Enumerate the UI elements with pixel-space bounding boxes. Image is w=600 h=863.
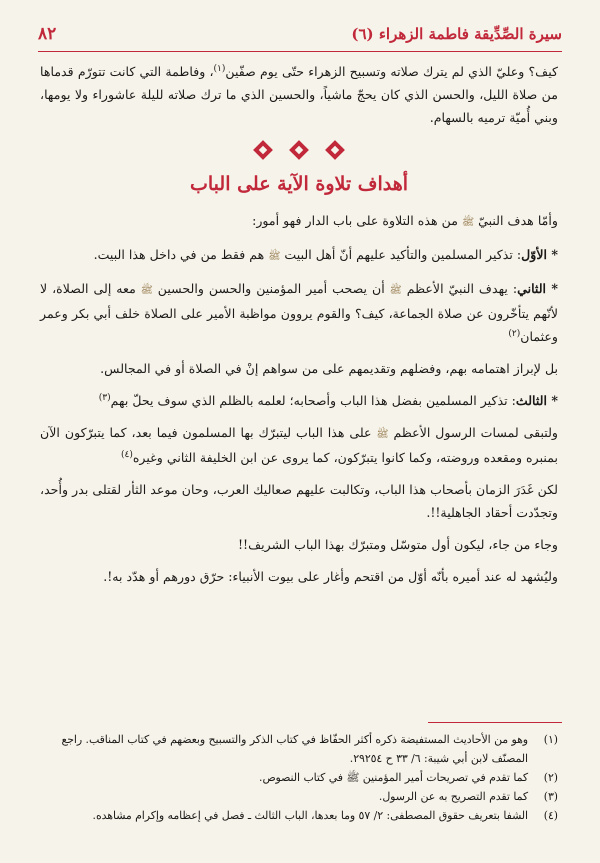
footnote-3: (٣) كما تقدم التصريح به عن الرسول.	[378, 790, 558, 803]
footnote-ref-3[interactable]: (٣)	[98, 392, 111, 403]
salawat-symbol: ﷺ	[376, 429, 389, 440]
footnote-1: (١) وهو من الأحاديث المستفيضة ذكره أكثر الحفّاظ في كتاب الذكر والتسبيح وبعضهم في كتاب المناقب. راجع المصنّف لابن أبي شيبة: ٦/ ٣٣ ح ٢٩٢٥٤.	[61, 733, 558, 765]
point-first: * الأوّل: تذكير المسلمين والتأكيد عليهم أنّ أهل البيت ﷺ هم فقط من في داخل هذا البيت.	[93, 247, 558, 262]
header-rule	[38, 51, 562, 52]
paragraph-1: كيف؟ وعليّ الذي لم يترك صلاته وتسبيح الزهراء حتّى يوم صفّين$^{(١)}$، وفاطمة التي كانت تتورّم قدماها من صلاة الليل، والحسن الذي كان يحجّ ماشياً، والحسين الذي ما ترك صلاته لليلة عاشوراء ولا يومها، وبني أُميّة ترميه بالسهام.	[40, 63, 558, 125]
header-title: سيرة الصِّدِّيقة فاطمة الزهراء (٦)	[351, 25, 562, 43]
main-text	[40, 60, 558, 597]
paragraph-4: ولتبقى لمسات الرسول الأعظم ﷺ على هذا الباب ليتبرّك بها المسلمون فيما بعد، كما يتبرّكون الآن بمنبره ومقعده وروضته، وكما كانوا يتبرّكون، كما يروى عن ابن الخليفة الثاني وغيره$^{(٤)}$	[40, 425, 558, 465]
ornament-icon	[325, 140, 345, 160]
ornament-icon	[253, 140, 273, 160]
point-third: * الثالث: تذكير المسلمين بفضل هذا الباب وأصحابه؛ لعلمه بالظلم الذي سوف يحلّ بهم$^{(٣)}$	[98, 392, 558, 408]
salawat-symbol: ﷺ	[268, 251, 281, 262]
running-header	[38, 24, 562, 44]
footnote-4: (٤) الشفا بتعريف حقوق المصطفى: ٢/ ٥٧ وما بعدها، الباب الثالث ـ فصل في إعظامه وإكرام مشاهده.	[92, 809, 558, 822]
ornament-icon	[289, 140, 309, 160]
paragraph-5: لكن غَدَرَ الزمان بأصحاب هذا الباب، وتكالبت عليهم صعاليك العرب، وحان موعد الثأر لقتلى بدر وأُحد، وتجدّدت أحقاد الجاهلية!!.	[40, 482, 558, 520]
paragraph-7: وليُشهد له عند أميره بأنّه أوّل من اقتحم وأغار على بيوت الأنبياء: حرّق دورهم أو هدّد به!.	[103, 569, 558, 584]
section-heading: أهداف تلاوة الآية على الباب	[190, 173, 408, 195]
page-number: ٨٢	[38, 24, 57, 44]
paragraph-3: بل لإبراز اهتمامه بهم، وفضلهم وتقديمهم على من سواهم إنْ في الصلاة أو في المجالس.	[100, 361, 558, 376]
footnote-rule	[428, 722, 562, 723]
footnote-ref-4[interactable]: (٤)	[120, 449, 133, 460]
footnotes	[40, 730, 558, 825]
salawat-symbol: ﷺ	[461, 217, 475, 228]
salawat-symbol: ﷺ	[389, 285, 402, 296]
footnote-ref-2[interactable]: (٢)	[508, 328, 521, 339]
footnote-2: (٢) كما تقدم في تصريحات أمير المؤمنين ﷺ في كتاب النصوص.	[259, 771, 558, 784]
paragraph-2: وأمّا هدف النبيّ ﷺ من هذه التلاوة على باب الدار فهو أمور:	[252, 213, 558, 228]
salawat-symbol: ﷺ	[140, 285, 153, 296]
paragraph-6: وجاء من جاء، ليكون أول متوسّل ومتبرّك بهذا الباب الشريف!!	[237, 537, 558, 552]
footnote-ref-1[interactable]: (١)	[213, 63, 226, 74]
point-second: * الثاني: يهدف النبيّ الأعظم ﷺ أن يصحب أمير المؤمنين والحسن والحسين ﷺ معه إلى الصلاة، لا لأنّهم يتأخّرون عن صلاة الجماعة، كيف؟ والقوم يروون مواظبة الأمير على الصلاة خلف أبي بكر وعمر وعثمان$^{(٢)}$	[40, 281, 558, 344]
section-ornaments	[40, 143, 558, 157]
